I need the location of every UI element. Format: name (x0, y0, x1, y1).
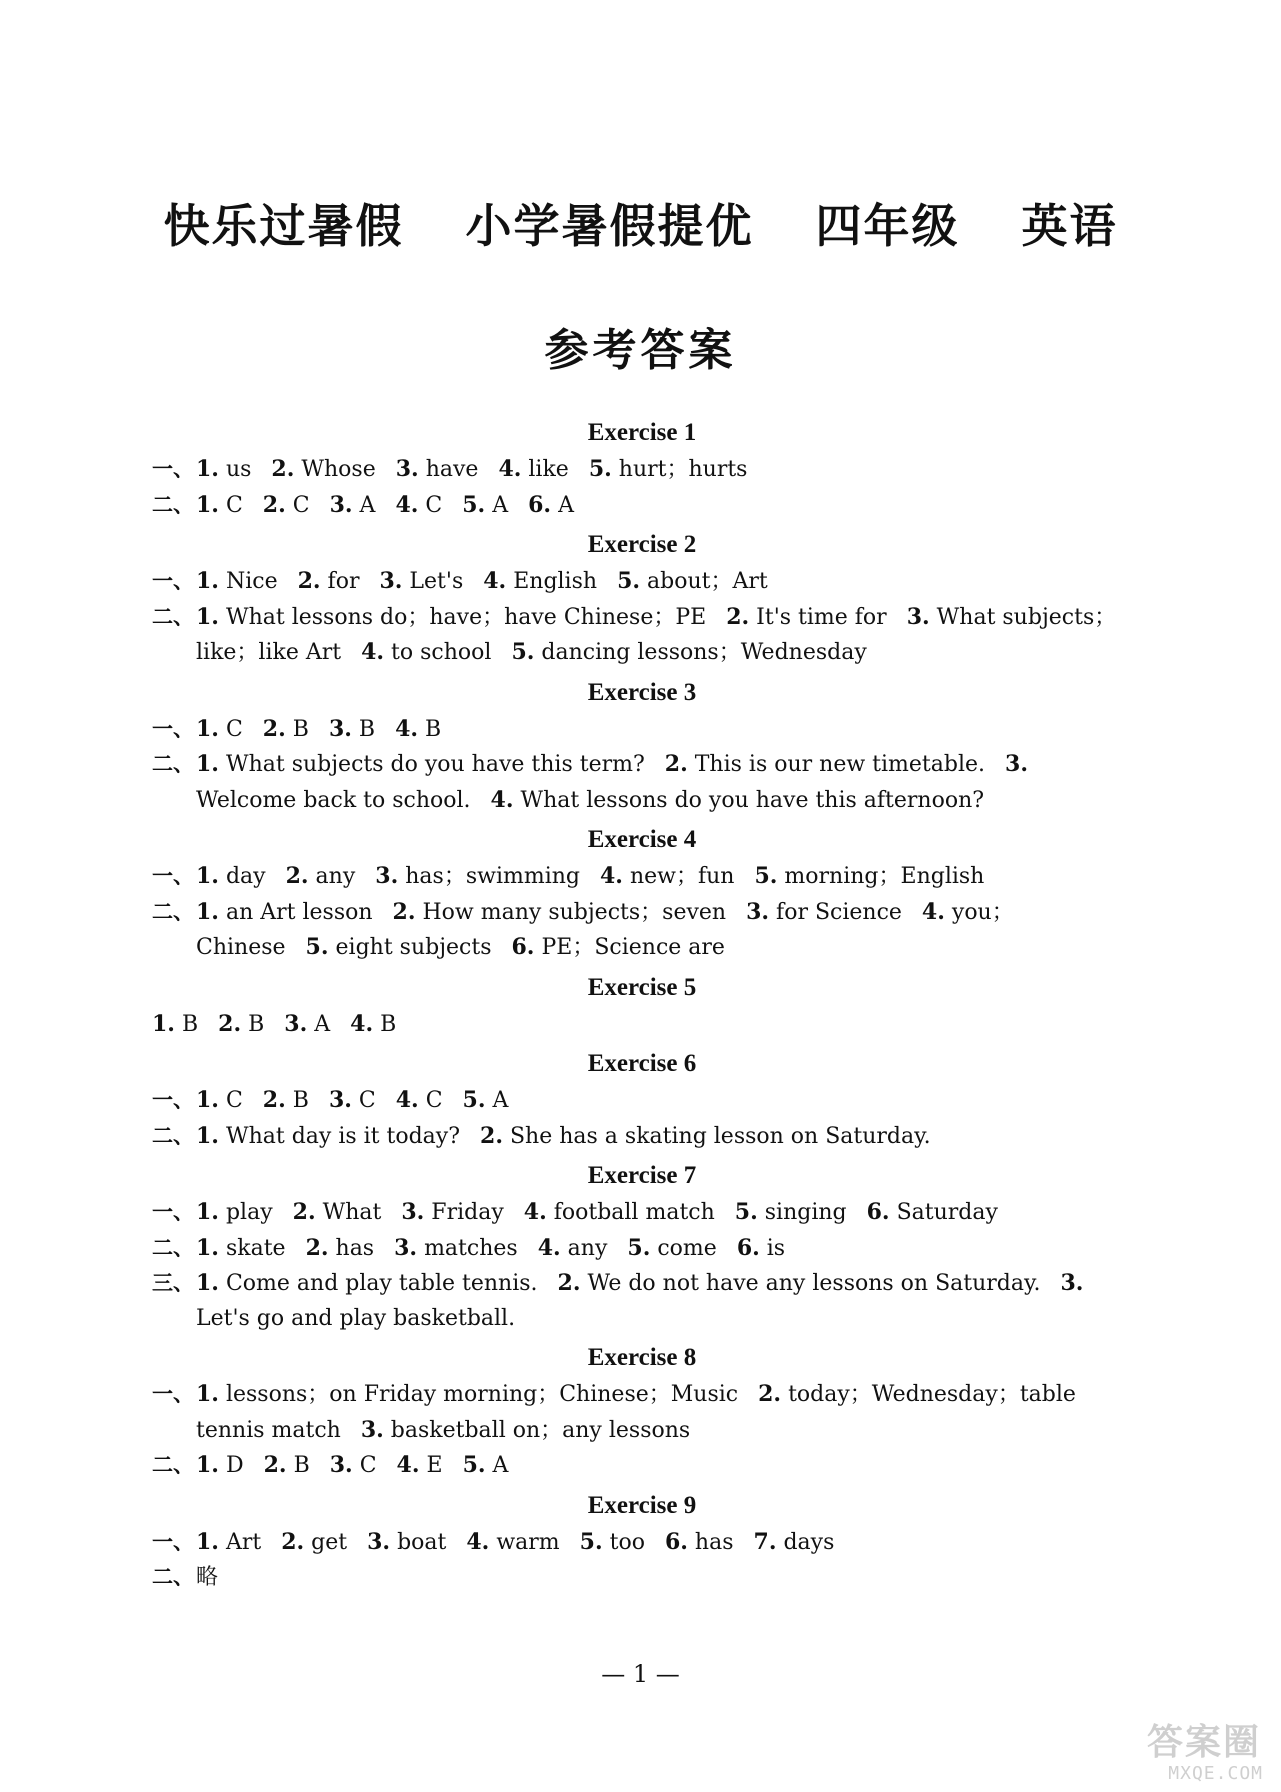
answer-item (284, 1012, 330, 1037)
item-number: 1. (196, 491, 219, 518)
answer-item (196, 717, 243, 742)
answer-line (152, 452, 1132, 488)
answer-item (395, 717, 441, 742)
answer-item (463, 1453, 509, 1478)
answer-item (528, 493, 574, 518)
answer-line (152, 1007, 1132, 1043)
item-number: 3. (1005, 751, 1028, 777)
item-number: 2. (305, 1234, 329, 1261)
section-marker: 一、 (152, 1088, 194, 1112)
item-number: 2. (262, 491, 286, 518)
section-marker: 二、 (152, 899, 194, 924)
item-number: 3. (1060, 1270, 1084, 1296)
item-number: 4. (600, 863, 623, 889)
answer-item (263, 493, 310, 518)
item-answer: C (218, 1088, 243, 1113)
item-number: 3. (328, 1087, 352, 1113)
item-answer: Friday (424, 1200, 504, 1225)
answer-item (538, 1236, 608, 1261)
item-number: 4. (395, 715, 419, 742)
item-answer: A (485, 1088, 509, 1113)
answer-list (152, 416, 1132, 1596)
item-answer: come (650, 1235, 717, 1261)
item-answer: dancing lessons；Wednesday (534, 640, 867, 665)
answer-item (396, 457, 479, 482)
item-answer: days (776, 1529, 835, 1555)
item-number: 5. (754, 863, 778, 889)
item-answer: B (286, 1453, 310, 1478)
item-number: 2. (262, 1087, 286, 1113)
title-part: 四年级 (815, 199, 960, 253)
item-number: 5. (617, 568, 641, 594)
item-answer: A (551, 492, 574, 518)
section-marker: 二、 (152, 1565, 194, 1589)
section-marker: 一、 (152, 569, 194, 593)
answer-item (480, 1124, 931, 1149)
answer-item (726, 605, 886, 630)
item-number: 1. (196, 1087, 219, 1113)
item-number: 6. (664, 1528, 688, 1555)
answer-item (367, 1530, 446, 1555)
answer-item (558, 1271, 1041, 1296)
item-answer: Welcome back to school. (196, 787, 471, 813)
section-marker: 二、 (152, 492, 194, 517)
exercise-title: Exercise 4 (587, 826, 697, 853)
item-number: 1. (196, 863, 219, 889)
item-answer: B (418, 716, 442, 742)
item-number: 5. (579, 1528, 603, 1555)
title-part: 小学暑假提优 (465, 199, 754, 253)
item-answer: too (602, 1529, 645, 1555)
answer-item (754, 864, 984, 889)
answer-line (152, 1231, 1132, 1267)
answer-item (491, 788, 985, 813)
item-number: 2. (263, 1452, 287, 1478)
item-number: 1. (196, 898, 219, 925)
answer-item (196, 1236, 286, 1261)
item-number: 5. (627, 1234, 651, 1261)
item-answer: B (285, 716, 309, 742)
item-answer: C (418, 492, 443, 518)
item-number: 3. (329, 1452, 353, 1478)
answer-item (665, 1530, 734, 1555)
answer-line (152, 564, 1132, 600)
item-answer: has (687, 1529, 734, 1555)
watermark-logo-text: 答案圈 (1146, 1722, 1261, 1763)
section-marker: 一、 (152, 1529, 194, 1554)
item-answer: has (328, 1235, 375, 1261)
item-number: 5. (588, 456, 612, 482)
answer-item (627, 1236, 716, 1261)
answer-item (462, 493, 508, 518)
answer-line (152, 1560, 1132, 1596)
answer-item (329, 717, 375, 742)
answer-item (196, 1453, 244, 1478)
answer-item (196, 493, 243, 518)
exercise-title: Exercise 7 (587, 1162, 697, 1189)
item-number: 1. (152, 1010, 175, 1037)
answer-item (401, 1200, 503, 1225)
item-answer: B (373, 1011, 397, 1037)
answer-item (350, 1012, 396, 1037)
item-answer: Come and play table tennis. (218, 1271, 538, 1296)
answer-item (152, 1012, 198, 1037)
item-number: 2. (557, 1270, 581, 1296)
item-answer: C (351, 1088, 376, 1113)
item-number: 3. (394, 1234, 418, 1261)
exercise-title: Exercise 5 (587, 973, 697, 1001)
item-answer: A (485, 492, 509, 518)
answer-item (286, 864, 356, 889)
answer-line (152, 1266, 1132, 1336)
item-number: 2. (262, 715, 286, 742)
item-number: 3. (395, 456, 419, 482)
item-number: 5. (462, 1087, 486, 1113)
item-number: 1. (196, 1122, 219, 1149)
section-marker: 三、 (152, 1271, 194, 1295)
item-number: 4. (361, 639, 385, 665)
item-number: 5. (511, 639, 535, 665)
item-number: 4. (350, 1010, 374, 1037)
item-number: 3. (367, 1528, 391, 1555)
item-answer: Nice (218, 569, 278, 594)
item-answer: for Science (769, 899, 902, 925)
answer-item (306, 1236, 375, 1261)
answer-item (196, 1200, 273, 1225)
item-answer: C (352, 1453, 377, 1478)
section-marker: 一、 (152, 1200, 194, 1224)
item-answer: any (308, 864, 356, 889)
item-answer: Let's go and play basketball. (196, 1305, 516, 1331)
answer-item (512, 935, 725, 960)
answer-line (152, 1525, 1132, 1561)
item-number: 2. (271, 456, 295, 482)
site-watermark (1101, 1714, 1271, 1784)
answer-item (196, 569, 278, 594)
book-title (0, 190, 1281, 256)
item-number: 1. (196, 456, 219, 482)
item-number: 3. (329, 491, 353, 518)
item-answer: lessons；on Friday morning；Chinese；Music (218, 1382, 739, 1407)
item-number: 3. (284, 1010, 308, 1037)
item-answer: She has a skating lesson on Saturday. (502, 1123, 931, 1149)
item-answer: an Art lesson (218, 899, 373, 925)
answer-item (589, 457, 748, 482)
item-answer: hurt；hurts (611, 457, 748, 482)
item-answer: What day is it today? (218, 1123, 461, 1149)
item-number: 1. (196, 1234, 219, 1261)
item-number: 7. (753, 1528, 777, 1555)
answer-item (754, 1530, 835, 1555)
item-answer: to school (384, 640, 492, 665)
item-answer: warm (489, 1529, 560, 1555)
item-answer: A (485, 1453, 509, 1478)
item-number: 5. (734, 1199, 758, 1225)
exercise-title: Exercise 3 (587, 678, 697, 706)
answer-item (395, 493, 442, 518)
answer-line (152, 712, 1132, 748)
item-answer: new；fun (622, 864, 735, 889)
answer-item (271, 457, 375, 482)
section-marker: 二、 (152, 1453, 194, 1477)
item-answer: have (418, 457, 479, 482)
item-answer: How many subjects；seven (415, 899, 727, 925)
item-number: 2. (480, 1122, 503, 1149)
item-answer: is (759, 1235, 786, 1261)
answer-item (263, 717, 309, 742)
item-answer: C (418, 1088, 443, 1113)
item-number: 2. (218, 1010, 242, 1037)
item-number: 1. (196, 1528, 219, 1555)
section-marker: 二、 (152, 604, 194, 629)
item-answer: matches (417, 1235, 518, 1261)
item-answer: boat (390, 1529, 447, 1555)
item-number: 3. (379, 568, 403, 594)
answer-item (483, 569, 597, 594)
item-answer: B (351, 716, 376, 742)
answer-item (196, 1530, 261, 1555)
item-answer: football match (546, 1200, 715, 1225)
item-answer: What lessons do；have；have Chinese；PE (218, 604, 707, 630)
answer-item (511, 640, 866, 665)
section-marker: 一、 (152, 457, 194, 481)
answer-line (152, 1083, 1132, 1119)
item-answer: today；Wednesday；table tennis match (196, 1382, 1076, 1443)
item-answer: Let's (402, 569, 464, 594)
item-number: 1. (196, 715, 219, 742)
item-number: 3. (360, 1416, 384, 1443)
item-number: 2. (758, 1381, 782, 1407)
item-number: 6. (866, 1199, 890, 1225)
item-number: 3. (746, 898, 770, 925)
item-number: 4. (395, 1087, 419, 1113)
answer-item (580, 1530, 645, 1555)
item-number: 1. (196, 1452, 219, 1478)
title-part: 英语 (1021, 199, 1118, 253)
item-number: 2. (297, 568, 321, 594)
answer-item (498, 457, 568, 482)
item-number: 2. (726, 603, 750, 630)
item-answer: It's time for (749, 604, 887, 630)
answer-item (867, 1200, 998, 1225)
item-answer: play (218, 1200, 273, 1225)
answer-item (196, 752, 645, 777)
answer-item (361, 1418, 690, 1443)
item-number: 4. (466, 1528, 490, 1555)
exercise-title: Exercise 1 (587, 419, 697, 446)
answer-line (152, 1195, 1132, 1231)
answer-item (196, 1124, 460, 1149)
item-answer: B (241, 1011, 265, 1037)
item-answer: 略 (196, 1565, 219, 1590)
item-answer: Saturday (889, 1200, 998, 1225)
answer-item (330, 1453, 377, 1478)
answer-item (196, 900, 373, 925)
answer-item (330, 493, 376, 518)
item-answer: A (307, 1011, 331, 1037)
answer-item (375, 864, 580, 889)
item-answer: B (285, 1088, 309, 1113)
item-answer: English (506, 569, 598, 594)
item-number: 4. (483, 568, 507, 594)
item-answer: C (285, 492, 310, 518)
item-answer: What subjects do you have this term? (218, 752, 645, 777)
item-number: 1. (196, 751, 219, 777)
item-number: 3. (328, 715, 352, 742)
answer-item (196, 1088, 243, 1113)
item-number: 1. (196, 568, 219, 594)
exercise-title: Exercise 8 (587, 1344, 697, 1371)
answer-item (196, 864, 266, 889)
answer-item (600, 864, 734, 889)
section-marker: 一、 (152, 864, 194, 888)
answer-item (737, 1236, 785, 1261)
item-answer: What lessons do you have this afternoon? (513, 787, 985, 813)
item-answer: What (315, 1200, 382, 1225)
exercise-title: Exercise 2 (587, 531, 697, 558)
answer-item (466, 1530, 559, 1555)
answer-item (196, 457, 251, 482)
item-number: 6. (736, 1234, 760, 1261)
watermark-url: MXQE.COM (1168, 1763, 1263, 1784)
answer-item (196, 1565, 218, 1590)
item-answer: us (218, 457, 252, 482)
answer-line (152, 1377, 1132, 1448)
answer-item (665, 752, 985, 777)
item-number: 4. (395, 491, 419, 518)
item-answer: What subjects；like；like Art (196, 604, 1117, 665)
answer-item (298, 569, 360, 594)
item-answer: about；Art (640, 569, 768, 594)
item-answer: C (218, 492, 243, 518)
answer-line (152, 488, 1132, 524)
answer-item (218, 1012, 264, 1037)
item-number: 1. (196, 1381, 219, 1407)
answer-item (393, 900, 727, 925)
answer-item (263, 1088, 309, 1113)
answer-line (152, 859, 1132, 895)
page-number: — 1 — (601, 1660, 680, 1688)
answer-item (746, 900, 902, 925)
item-number: 6. (528, 491, 552, 518)
title-part: 快乐过暑假 (163, 199, 404, 253)
answer-item (196, 1271, 538, 1296)
item-answer: We do not have any lessons on Saturday. (580, 1271, 1041, 1296)
answer-item (394, 1236, 518, 1261)
exercise-title: Exercise 9 (587, 1491, 697, 1519)
item-answer: E (419, 1453, 443, 1478)
item-number: 5. (305, 934, 329, 960)
answer-item (397, 1453, 443, 1478)
item-answer: eight subjects (328, 935, 492, 960)
item-number: 2. (392, 898, 416, 925)
item-number: 1. (196, 1199, 219, 1225)
answer-item (196, 605, 706, 630)
item-number: 2. (281, 1528, 305, 1555)
exercise-title: Exercise 6 (587, 1050, 697, 1077)
item-number: 5. (462, 1452, 486, 1478)
answer-item (361, 640, 491, 665)
answer-item (329, 1088, 376, 1113)
section-marker: 一、 (152, 1382, 194, 1406)
answer-item (617, 569, 768, 594)
answer-item (396, 1088, 443, 1113)
answer-line (152, 747, 1132, 818)
answer-item (281, 1530, 347, 1555)
section-marker: 二、 (152, 1235, 194, 1260)
item-answer: like (521, 457, 569, 482)
item-answer: D (218, 1453, 244, 1478)
section-marker: 二、 (152, 1123, 194, 1148)
answer-item (379, 569, 463, 594)
item-answer: day (218, 864, 266, 889)
item-number: 4. (490, 786, 514, 813)
item-answer: B (174, 1011, 199, 1037)
item-answer: singing (757, 1200, 847, 1225)
answer-item (524, 1200, 715, 1225)
item-number: 4. (537, 1234, 561, 1261)
item-number: 4. (523, 1199, 547, 1225)
item-answer: C (218, 716, 243, 742)
item-number: 1. (196, 603, 219, 630)
item-answer: get (304, 1529, 348, 1555)
item-number: 3. (401, 1199, 425, 1225)
item-answer: skate (218, 1235, 286, 1261)
item-answer: any (560, 1235, 608, 1261)
item-answer: A (352, 492, 376, 518)
answer-item (196, 1382, 738, 1407)
item-number: 2. (292, 1199, 316, 1225)
answer-key-title: 参考答案 (544, 325, 737, 376)
answer-item (264, 1453, 310, 1478)
section-marker: 一、 (152, 716, 194, 741)
item-answer: PE；Science are (534, 935, 725, 960)
item-number: 1. (196, 1270, 219, 1296)
item-number: 4. (921, 898, 945, 925)
item-answer: morning；English (777, 864, 985, 889)
answer-item (306, 935, 492, 960)
item-number: 2. (664, 751, 688, 777)
item-number: 4. (498, 456, 522, 482)
item-answer: Whose (294, 457, 376, 482)
item-number: 3. (375, 863, 399, 889)
item-number: 4. (396, 1452, 420, 1478)
answer-item (463, 1088, 509, 1113)
item-answer: basketball on；any lessons (383, 1417, 691, 1443)
item-answer: for (320, 569, 360, 594)
answer-line (152, 1119, 1132, 1155)
item-number: 2. (285, 863, 309, 889)
answer-item (293, 1200, 382, 1225)
item-answer: has；swimming (398, 864, 580, 889)
answer-line (152, 600, 1132, 671)
item-number: 6. (511, 934, 535, 960)
item-answer: you；Chinese (196, 899, 1014, 960)
answer-line (152, 1448, 1132, 1484)
item-answer: This is our new timetable. (687, 752, 986, 777)
item-answer: Art (218, 1529, 262, 1555)
section-marker: 二、 (152, 752, 194, 776)
item-number: 3. (906, 603, 930, 630)
answer-item (735, 1200, 847, 1225)
item-number: 5. (462, 491, 486, 518)
answer-line (152, 895, 1132, 966)
